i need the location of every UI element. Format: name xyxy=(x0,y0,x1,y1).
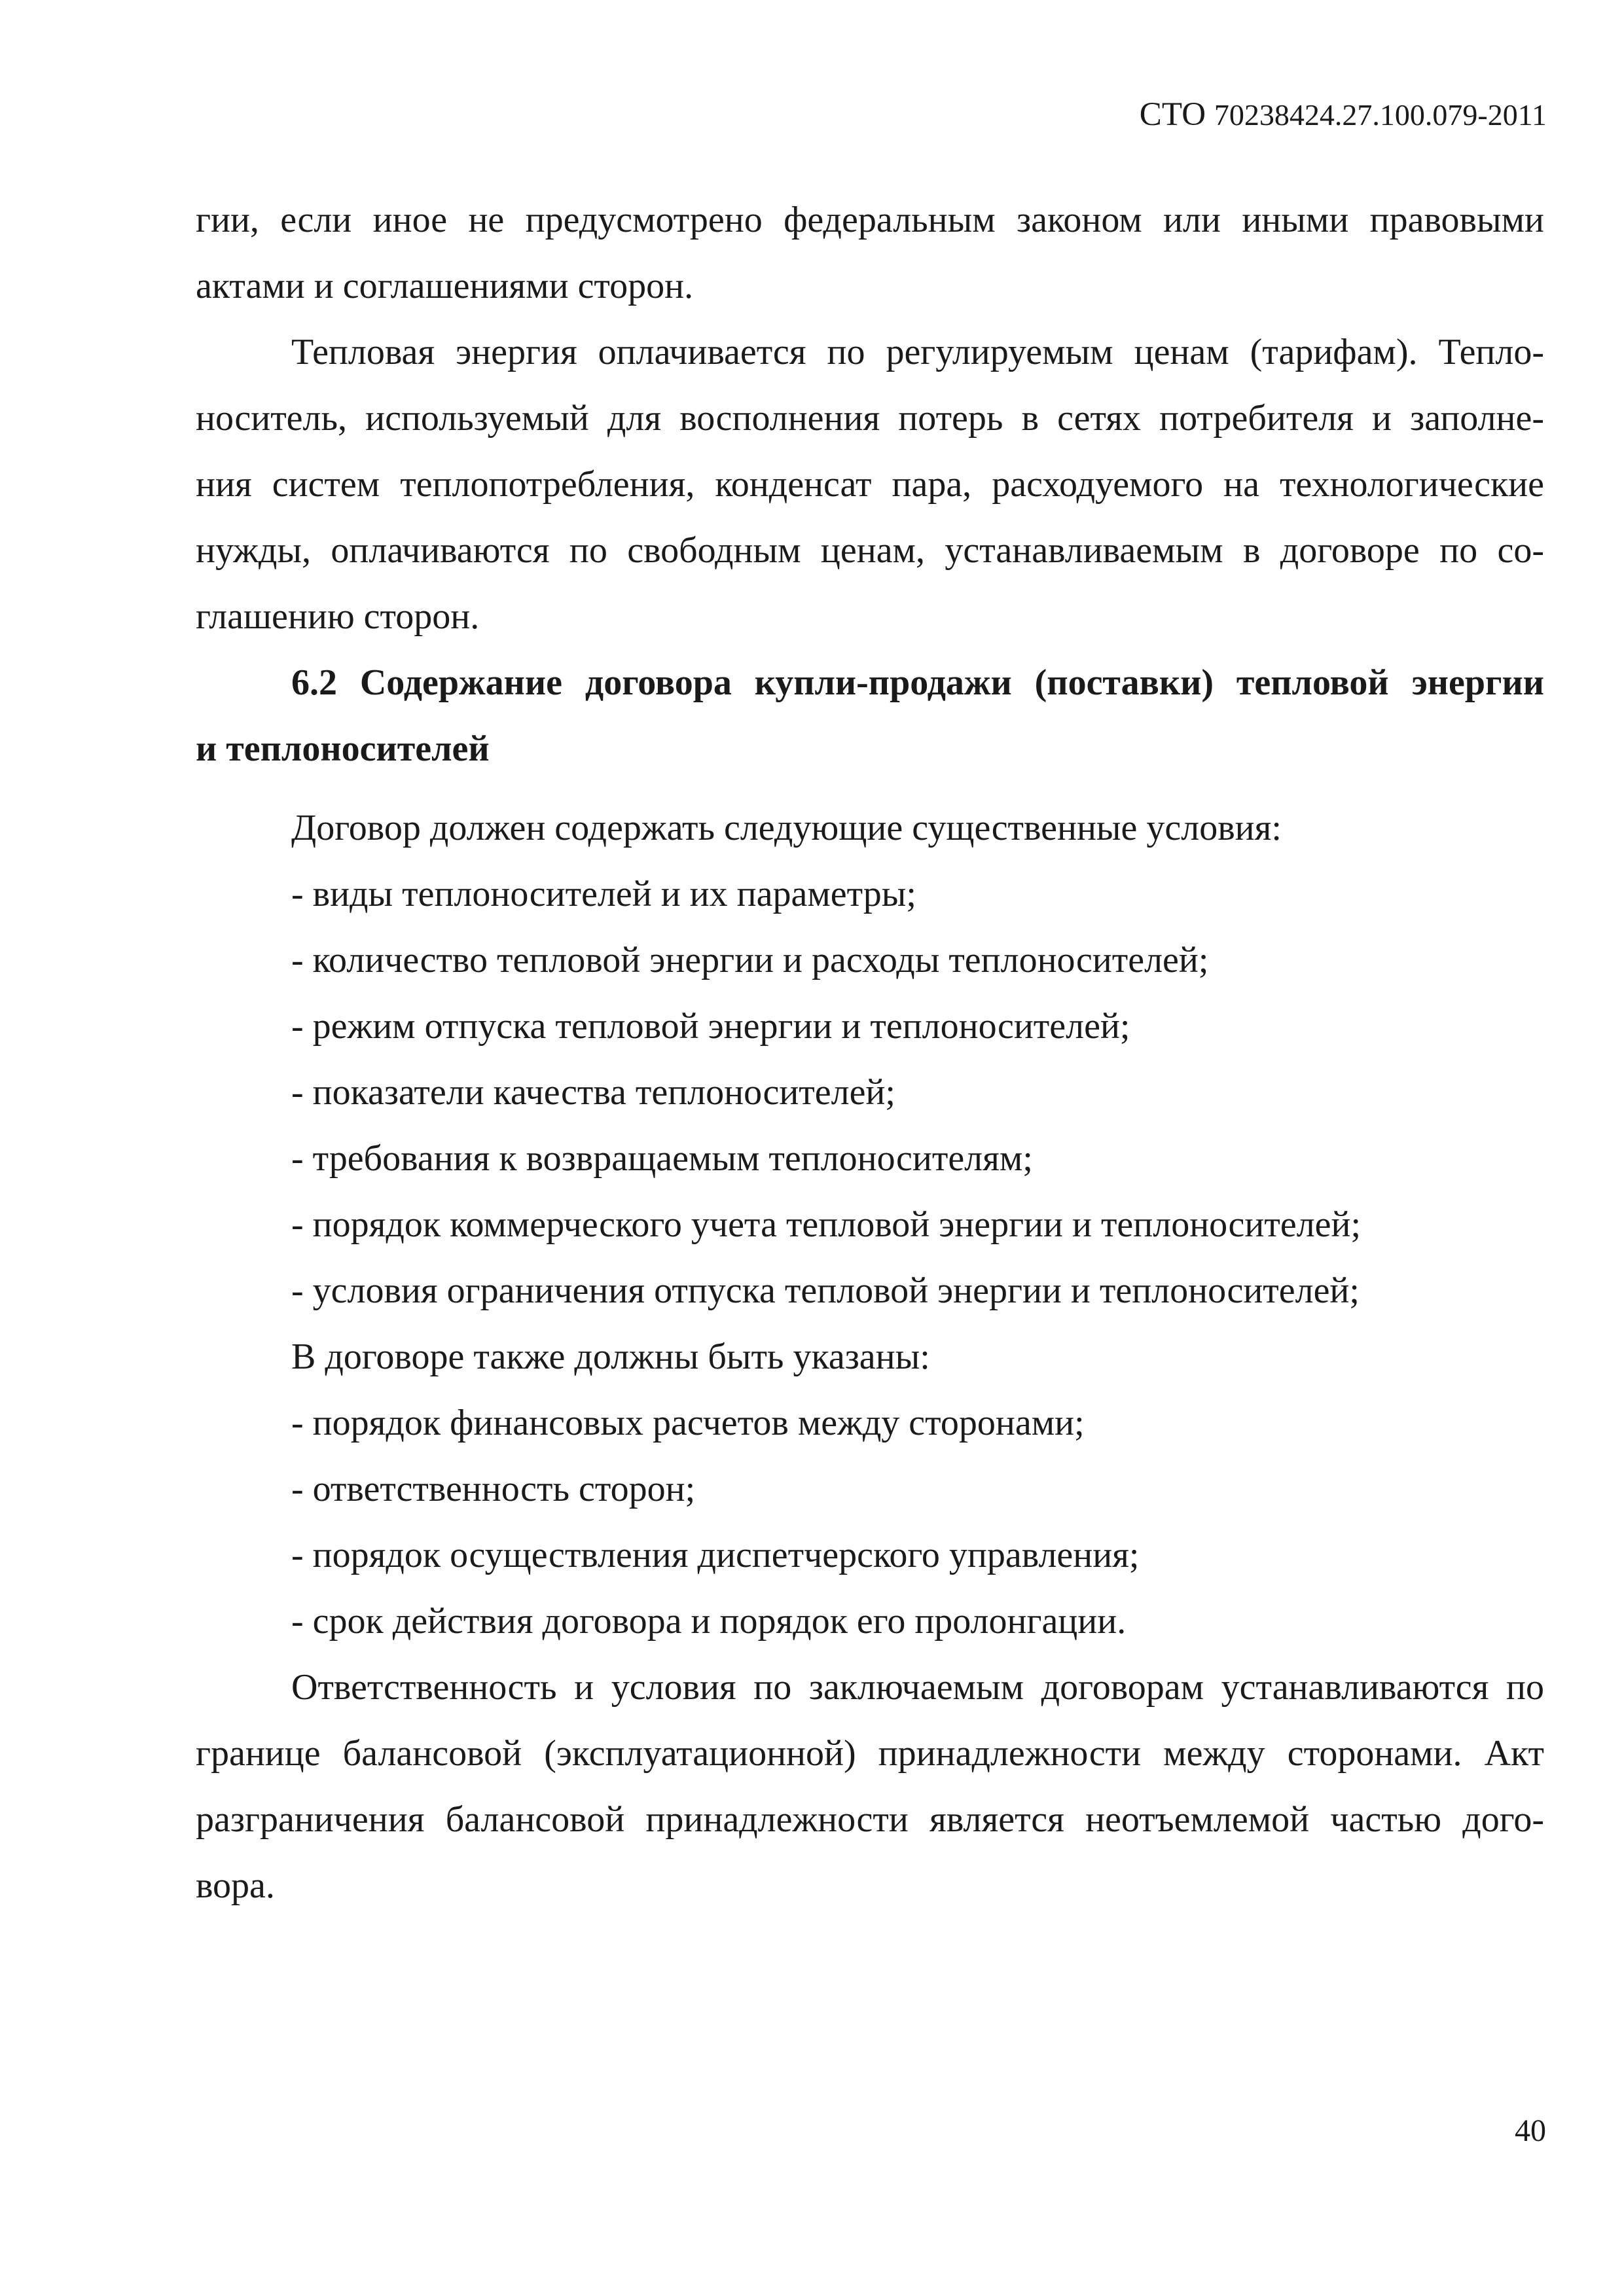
list-item: - ответственность сторон; xyxy=(291,1469,696,1509)
paragraph-line: носитель, используемый для восполнения потерь в сетях потребителя и заполне- xyxy=(196,398,1544,439)
document-body xyxy=(196,187,1544,1919)
paragraph-line: гии, если иное не предусмотрено федеральным законом или иными правовыми xyxy=(196,200,1544,240)
list-item: - показатели качества теплоносителей; xyxy=(291,1072,895,1113)
section-heading: и теплоносителей xyxy=(196,728,490,769)
section-heading: 6.2 Содержание договора купли-продажи (поставки) тепловой энергии xyxy=(291,662,1544,703)
list-intro: В договоре также должны быть указаны: xyxy=(291,1336,930,1377)
page-number: 40 xyxy=(1515,2113,1546,2148)
header-code: 70238424.27.100.079-2011 xyxy=(1214,98,1547,132)
header-prefix: СТО xyxy=(1139,96,1206,133)
list-intro: Договор должен содержать следующие существенные условия: xyxy=(291,808,1282,848)
paragraph-line: границе балансовой (эксплуатационной) принадлежности между сторонами. Акт xyxy=(196,1733,1544,1774)
paragraph-line: вора. xyxy=(196,1865,275,1906)
list-item: - режим отпуска тепловой энергии и теплоносителей; xyxy=(291,1006,1130,1047)
list-item: - порядок финансовых расчетов между сторонами; xyxy=(291,1403,1085,1443)
paragraph-line: глашению сторон. xyxy=(196,596,480,637)
paragraph-line: Ответственность и условия по заключаемым договорам устанавливаются по xyxy=(291,1667,1544,1708)
list-item: - порядок коммерческого учета тепловой энергии и теплоносителей; xyxy=(291,1204,1362,1245)
list-item: - условия ограничения отпуска тепловой энергии и теплоносителей; xyxy=(291,1270,1360,1311)
paragraph-line: ния систем теплопотребления, конденсат пара, расходуемого на технологические xyxy=(196,464,1544,505)
paragraph-line: разграничения балансовой принадлежности является неотъемлемой частью дого- xyxy=(196,1799,1544,1840)
paragraph-line: нужды, оплачиваются по свободным ценам, устанавливаемым в договоре по со- xyxy=(196,530,1544,571)
list-item: - виды теплоносителей и их параметры; xyxy=(291,874,916,914)
list-item: - срок действия договора и порядок его пролонгации. xyxy=(291,1601,1127,1641)
paragraph-line: актами и соглашениями сторон. xyxy=(196,266,694,306)
list-item: - требования к возвращаемым теплоносителям; xyxy=(291,1138,1033,1179)
spacer xyxy=(196,782,1544,795)
list-item: - количество тепловой энергии и расходы теплоносителей; xyxy=(291,940,1209,980)
list-item: - порядок осуществления диспетчерского управления; xyxy=(291,1535,1140,1575)
paragraph-line: Тепловая энергия оплачивается по регулируемым ценам (тарифам). Тепло- xyxy=(291,332,1544,372)
document-header xyxy=(1140,98,1547,132)
